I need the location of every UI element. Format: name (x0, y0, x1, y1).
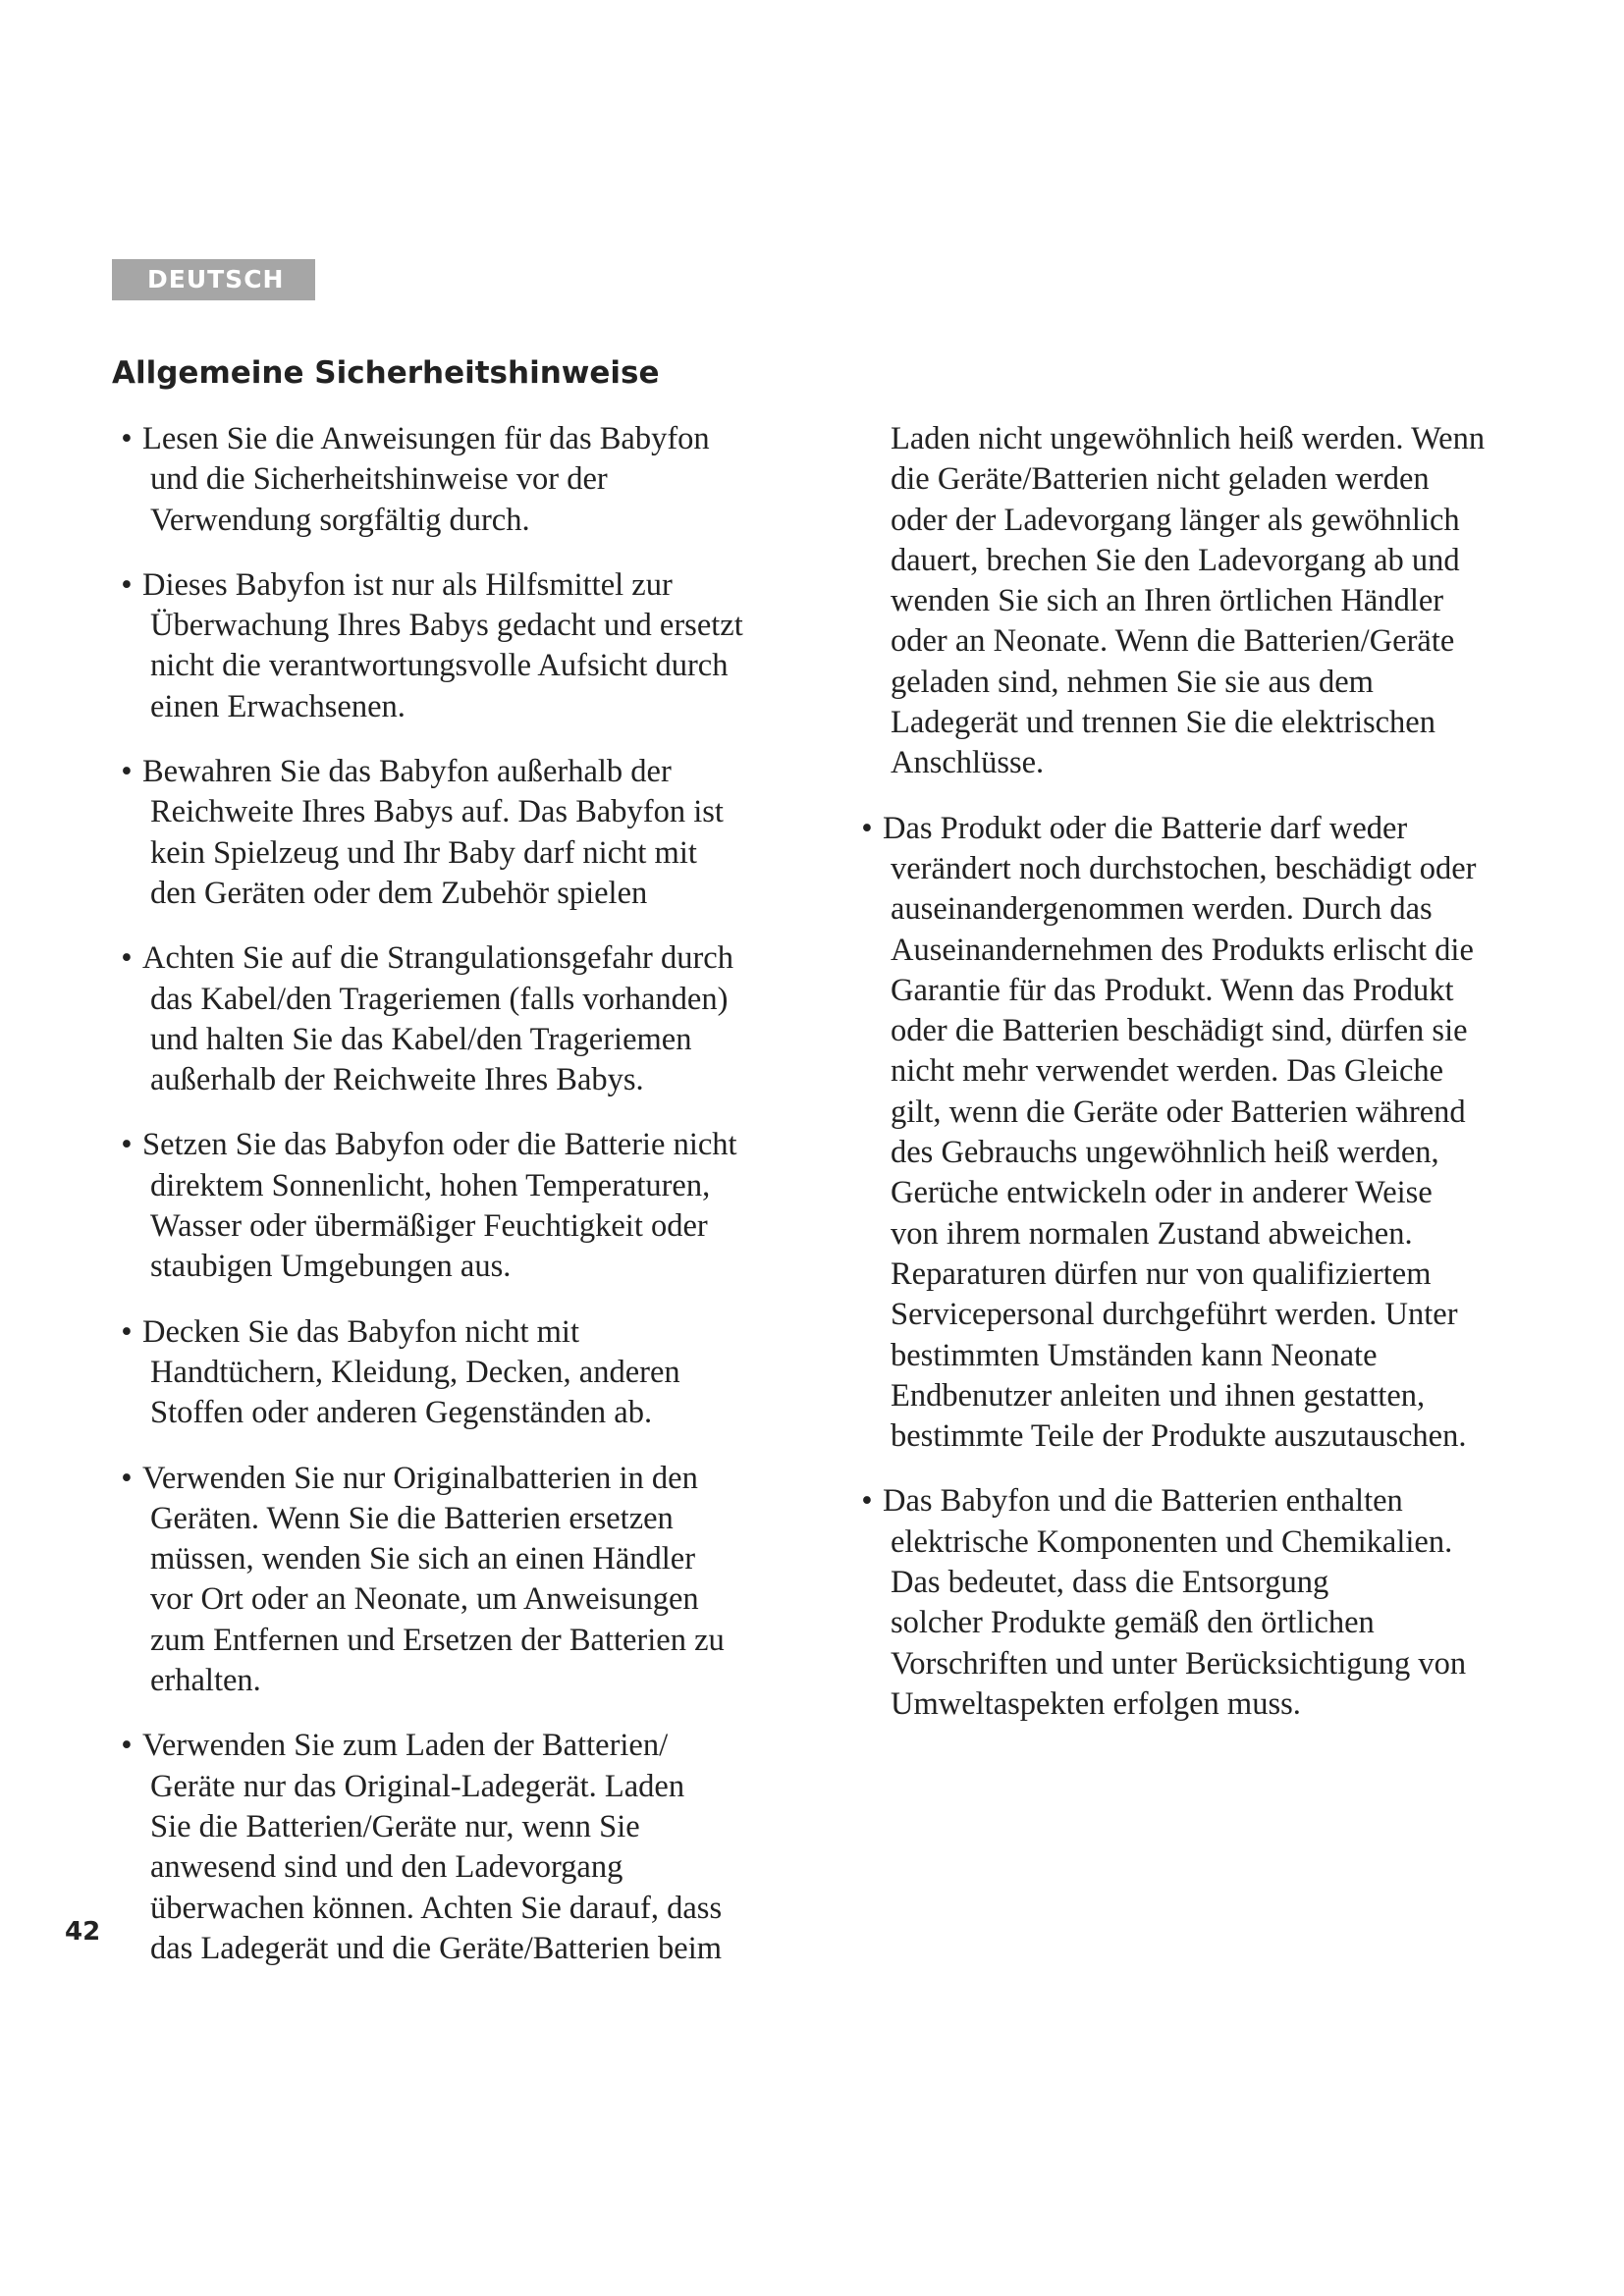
continued-line: Ladegerät und trennen Sie die elektrischen (891, 705, 1435, 741)
bullet-line: das Ladegerät und die Geräte/Batterien beim (150, 1930, 723, 1966)
bullet-line: Lesen Sie die Anweisungen für das Babyfon (142, 421, 710, 456)
bullet-icon: • (121, 421, 133, 456)
bullet-icon: • (121, 566, 133, 603)
bullet-item (112, 938, 799, 1100)
bullet-line: Dieses Babyfon ist nur als Hilfsmittel zur (142, 566, 673, 603)
bullet-line: Verwendung sorgfältig durch. (150, 502, 530, 538)
continued-line: Laden nicht ungewöhnlich heiß werden. Wenn (891, 421, 1486, 456)
bullet-line: von ihrem normalen Zustand abweichen. (891, 1215, 1413, 1252)
bullet-line: das Kabel/den Trageriemen (falls vorhanden) (150, 981, 729, 1017)
bullet-item (852, 1481, 1540, 1725)
bullet-line: Das bedeutet, dass die Entsorgung (891, 1565, 1329, 1601)
bullet-line: Decken Sie das Babyfon nicht mit (142, 1313, 579, 1350)
bullet-line: solcher Produkte gemäß den örtlichen (891, 1605, 1375, 1641)
continued-paragraph (852, 419, 1540, 784)
bullet-item (112, 419, 799, 541)
bullet-line: zum Entfernen und Ersetzen der Batterien zu (150, 1622, 725, 1658)
bullet-line: Das Babyfon und die Batterien enthalten (883, 1483, 1403, 1520)
bullet-icon: • (121, 754, 133, 790)
bullet-line: Gerüche entwickeln oder in anderer Weise (891, 1175, 1433, 1211)
bullet-line: verändert noch durchstochen, beschädigt oder (891, 850, 1477, 886)
bullet-item (112, 1125, 799, 1287)
bullet-line: Geräte nur das Original-Ladegerät. Laden (150, 1768, 685, 1804)
bullet-line: auseinandergenommen werden. Durch das (891, 891, 1433, 928)
bullet-line: Reparaturen dürfen nur von qualifiziertem (891, 1255, 1432, 1292)
bullet-line: anwesend sind und den Ladevorgang (150, 1849, 623, 1886)
bullet-line: Endbenutzer anleiten und ihnen gestatten, (891, 1377, 1426, 1414)
bullet-line: Auseinandernehmen des Produkts erlischt die (891, 932, 1474, 968)
continued-line: die Geräte/Batterien nicht geladen werden (891, 461, 1430, 498)
bullet-line: bestimmte Teile der Produkte auszutauschen. (891, 1418, 1467, 1455)
bullet-line: müssen, wenden Sie sich an einen Händler (150, 1541, 696, 1577)
bullet-item (112, 1312, 799, 1434)
bullet-line: gilt, wenn die Geräte oder Batterien während (891, 1094, 1466, 1130)
bullet-item (852, 809, 1540, 1458)
bullet-icon: • (861, 1483, 873, 1520)
bullet-line: Umweltaspekten erfolgen muss. (891, 1685, 1301, 1722)
bullet-line: kein Spielzeug und Ihr Baby darf nicht mit (150, 834, 697, 871)
bullet-icon: • (121, 1313, 133, 1350)
bullet-line: und halten Sie das Kabel/den Trageriemen (150, 1021, 692, 1057)
bullet-line: Vorschriften und unter Berücksichtigung von (891, 1645, 1467, 1682)
bullet-line: überwachen können. Achten Sie darauf, dass (150, 1890, 723, 1926)
bullet-line: außerhalb der Reichweite Ihres Babys. (150, 1062, 644, 1098)
bullet-line: bestimmten Umständen kann Neonate (891, 1337, 1378, 1373)
continued-line: Anschlüsse. (891, 745, 1045, 781)
bullet-icon: • (121, 1460, 133, 1496)
continued-line: wenden Sie sich an Ihren örtlichen Händler (891, 583, 1444, 619)
bullet-icon: • (861, 810, 873, 846)
continued-line: dauert, brechen Sie den Ladevorgang ab und (891, 542, 1460, 578)
left-column (112, 419, 799, 1994)
bullet-line: Verwenden Sie zum Laden der Batterien/ (142, 1728, 669, 1764)
bullet-icon: • (121, 1728, 133, 1764)
bullet-icon: • (121, 940, 133, 977)
bullet-item (112, 1726, 799, 1969)
bullet-line: Reichweite Ihres Babys auf. Das Babyfon ist (150, 794, 724, 830)
bullet-line: elektrische Komponenten und Chemikalien. (891, 1523, 1453, 1560)
bullet-line: Servicepersonal durchgeführt werden. Unter (891, 1297, 1458, 1333)
bullet-item (112, 1459, 799, 1702)
bullet-item (112, 565, 799, 727)
bullet-line: Überwachung Ihres Babys gedacht und ersetzt (150, 608, 743, 644)
continued-line: oder der Ladevorgang länger als gewöhnlich (891, 502, 1460, 538)
bullet-line: Das Produkt oder die Batterie darf weder (883, 810, 1408, 846)
section-heading: Allgemeine Sicherheitshinweise (112, 355, 660, 391)
right-bullet-list (852, 809, 1540, 1726)
bullet-line: direktem Sonnenlicht, hohen Temperaturen, (150, 1167, 711, 1203)
bullet-line: nicht die verantwortungsvolle Aufsicht durch (150, 648, 729, 684)
bullet-line: Stoffen oder anderen Gegenständen ab. (150, 1395, 653, 1431)
bullet-line: erhalten. (150, 1663, 261, 1699)
continued-line: geladen sind, nehmen Sie sie aus dem (891, 664, 1374, 700)
page-number: 42 (65, 1917, 101, 1947)
bullet-icon: • (121, 1127, 133, 1163)
bullet-line: vor Ort oder an Neonate, um Anweisungen (150, 1581, 699, 1618)
language-tab: DEUTSCH (112, 259, 315, 300)
bullet-line: den Geräten oder dem Zubehör spielen (150, 875, 648, 911)
bullet-line: Handtüchern, Kleidung, Decken, anderen (150, 1354, 680, 1390)
bullet-line: Geräten. Wenn Sie die Batterien ersetzen (150, 1500, 674, 1536)
bullet-line: Sie die Batterien/Geräte nur, wenn Sie (150, 1808, 640, 1844)
right-column (852, 419, 1540, 1749)
bullet-line: Wasser oder übermäßiger Feuchtigkeit oder (150, 1208, 708, 1245)
continued-line: oder an Neonate. Wenn die Batterien/Geräte (891, 623, 1455, 660)
bullet-line: nicht mehr verwendet werden. Das Gleiche (891, 1053, 1444, 1090)
bullet-line: Achten Sie auf die Strangulationsgefahr durch (142, 940, 733, 977)
bullet-line: einen Erwachsenen. (150, 688, 406, 724)
bullet-line: Setzen Sie das Babyfon oder die Batterie nicht (142, 1127, 737, 1163)
bullet-line: oder die Batterien beschädigt sind, dürfen sie (891, 1013, 1468, 1049)
bullet-line: staubigen Umgebungen aus. (150, 1249, 512, 1285)
bullet-line: des Gebrauchs ungewöhnlich heiß werden, (891, 1135, 1439, 1171)
bullet-line: Bewahren Sie das Babyfon außerhalb der (142, 754, 672, 790)
bullet-line: Verwenden Sie nur Originalbatterien in den (142, 1460, 698, 1496)
bullet-line: Garantie für das Produkt. Wenn das Produkt (891, 972, 1454, 1008)
bullet-item (112, 752, 799, 914)
bullet-line: und die Sicherheitshinweise vor der (150, 461, 608, 498)
